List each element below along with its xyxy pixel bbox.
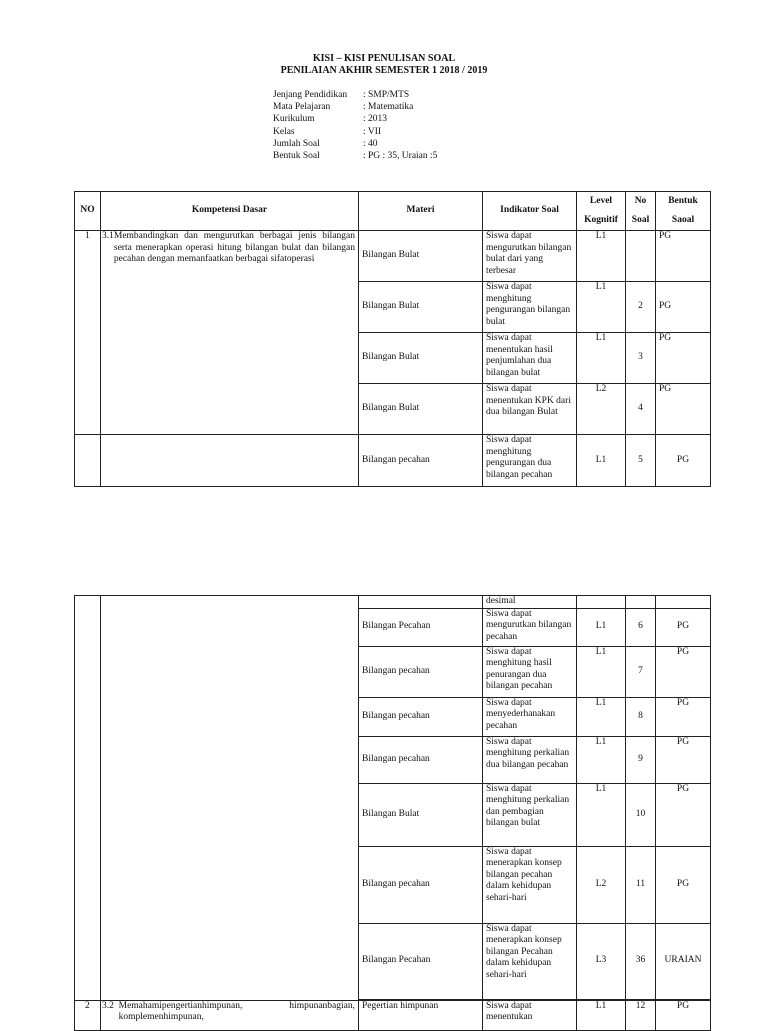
no-soal-cell: 12 xyxy=(626,1000,656,1030)
document-title: KISI – KISI PENULISAN SOAL xyxy=(312,53,456,64)
info-row-bentuk: Bentuk Soal : PG : 35, Uraian :5 xyxy=(273,150,438,161)
indikator-cell: Siswa dapat menentukan hasil penjumlahan dua bilangan bulat xyxy=(483,333,577,384)
kd-number xyxy=(75,435,101,487)
level-cell: L1 xyxy=(577,783,626,846)
bentuk-cell: PG xyxy=(656,333,711,384)
no-soal-cell: 3 xyxy=(626,333,656,384)
info-block xyxy=(273,90,437,163)
materi-cell: Bilangan Bulat xyxy=(359,384,483,435)
level-cell: L1 xyxy=(577,231,626,282)
materi-cell: Bilangan Bulat xyxy=(359,231,483,282)
bentuk-cell: PG xyxy=(656,435,711,487)
no-soal-cell: 9 xyxy=(626,736,656,783)
materi-cell: Bilangan pecahan xyxy=(359,736,483,783)
no-soal-cell: 8 xyxy=(626,697,656,736)
info-row-kelas: Kelas : VII xyxy=(273,126,382,137)
info-row-mapel: Mata Pelajaran : Matematika xyxy=(273,102,414,113)
header-kompetensi: Kompetensi Dasar xyxy=(101,192,359,231)
table-row xyxy=(75,435,711,487)
level-cell: L1 xyxy=(577,608,626,646)
kisi-table-page2 xyxy=(74,595,711,1031)
kompetensi-dasar xyxy=(101,596,359,1001)
header-no-soal: No Soal xyxy=(626,192,656,231)
header-no: NO xyxy=(75,192,101,231)
no-soal-cell xyxy=(626,596,656,609)
materi-cell: Bilangan pecahan xyxy=(359,435,483,487)
bentuk-cell: PG xyxy=(656,282,711,333)
indikator-cell: Siswa dapat menerapkan konsep bilangan pecahan dalam kehidupan sehari-hari xyxy=(483,846,577,923)
level-cell: L1 xyxy=(577,1000,626,1030)
level-cell: L1 xyxy=(577,333,626,384)
kd-code: 3.1 xyxy=(102,231,114,241)
bentuk-cell: PG xyxy=(656,1000,711,1030)
kd-code: 3.2 xyxy=(102,1000,114,1011)
kd-number xyxy=(75,596,101,1001)
info-row-jumlah: Jumlah Soal : 40 xyxy=(273,138,378,149)
indikator-cell: Siswa dapat menghitung pengurangan dua bilangan pecahan xyxy=(483,435,577,487)
bentuk-cell: PG xyxy=(656,697,711,736)
no-soal-cell: 36 xyxy=(626,923,656,999)
no-soal-cell: 4 xyxy=(626,384,656,435)
no-soal-cell: 11 xyxy=(626,846,656,923)
bentuk-cell: PG xyxy=(656,646,711,697)
bentuk-cell xyxy=(656,596,711,609)
level-cell: L2 xyxy=(577,384,626,435)
no-soal-cell: 2 xyxy=(626,282,656,333)
level-cell: L1 xyxy=(577,736,626,783)
materi-cell: Bilangan Pecahan xyxy=(359,608,483,646)
kompetensi-dasar xyxy=(101,435,359,487)
indikator-cell: Siswa dapat mengurutkan bilangan bulat dari yang terbesar xyxy=(483,231,577,282)
level-cell: L3 xyxy=(577,923,626,999)
materi-cell xyxy=(359,596,483,609)
materi-cell: Bilangan Bulat xyxy=(359,783,483,846)
level-cell: L1 xyxy=(577,282,626,333)
no-soal-cell: 10 xyxy=(626,783,656,846)
kisi-table-page1 xyxy=(74,191,711,487)
info-row-jenjang: Jenjang Pendidikan : SMP/MTS xyxy=(273,90,410,100)
bentuk-cell: PG xyxy=(656,846,711,923)
indikator-cell: desimal xyxy=(483,596,577,609)
materi-cell: Pegertian himpunan xyxy=(359,1000,483,1030)
header-level: Level Kognitif xyxy=(577,192,626,231)
materi-cell: Bilangan Bulat xyxy=(359,282,483,333)
table-header-row xyxy=(75,192,711,231)
bentuk-cell: PG xyxy=(656,736,711,783)
bentuk-cell: PG xyxy=(656,231,711,282)
header-materi: Materi xyxy=(359,192,483,231)
indikator-cell: Siswa dapat menentukan xyxy=(483,1000,577,1030)
header-bentuk: Bentuk Saoal xyxy=(656,192,711,231)
materi-cell: Bilangan pecahan xyxy=(359,697,483,736)
bentuk-cell: URAIAN xyxy=(656,923,711,999)
no-soal-cell xyxy=(626,231,656,282)
indikator-cell: Siswa dapat menentukan KPK dari dua bilangan Bulat xyxy=(483,384,577,435)
kd-text: Memahamipengertianhimpunan, himpunanbagian, komplemenhimpunan, xyxy=(118,1000,355,1023)
indikator-cell: Siswa dapat menghitung perkalian dua bilangan pecahan xyxy=(483,736,577,783)
bentuk-cell: PG xyxy=(656,384,711,435)
indikator-cell: Siswa dapat menghitung pengurangan bilangan bulat xyxy=(483,282,577,333)
indikator-cell: Siswa dapat menghitung hasil penurangan dua bilangan pecahan xyxy=(483,646,577,697)
table-row xyxy=(75,231,711,282)
level-cell: L1 xyxy=(577,646,626,697)
table-row xyxy=(75,596,711,609)
indikator-cell: Siswa dapat menerapkan konsep bilangan Pecahan dalam kehidupan sehari-hari xyxy=(483,923,577,999)
materi-cell: Bilangan Bulat xyxy=(359,333,483,384)
level-cell: L1 xyxy=(577,697,626,736)
materi-cell: Bilangan pecahan xyxy=(359,846,483,923)
document-subtitle: PENILAIAN AKHIR SEMESTER 1 2018 / 2019 xyxy=(280,65,488,76)
bentuk-cell: PG xyxy=(656,608,711,646)
indikator-cell: Siswa dapat menyederhanakan pecahan xyxy=(483,697,577,736)
materi-cell: Bilangan Pecahan xyxy=(359,923,483,999)
header-indikator: Indikator Soal xyxy=(483,192,577,231)
kompetensi-dasar xyxy=(101,1000,359,1030)
materi-cell: Bilangan pecahan xyxy=(359,646,483,697)
kompetensi-dasar xyxy=(101,231,359,435)
indikator-cell: Siswa dapat menghitung perkalian dan pembagian bilangan bulat xyxy=(483,783,577,846)
kd-text: Membandingkan dan mengurutkan berbagai jenis bilangan serta menerapkan operasi hitung bilangan bulat dan bilangan pecahan dengan memanfaatkan berbagai sifatoperasi xyxy=(113,231,355,265)
level-cell xyxy=(577,596,626,609)
level-cell: L1 xyxy=(577,435,626,487)
no-soal-cell: 7 xyxy=(626,646,656,697)
info-row-kurikulum: Kurikulum : 2013 xyxy=(273,114,388,125)
kd-number: 1 xyxy=(75,231,101,435)
bentuk-cell: PG xyxy=(656,783,711,846)
level-cell: L2 xyxy=(577,846,626,923)
table-row xyxy=(75,1000,711,1030)
indikator-cell: Siswa dapat mengurutkan bilangan pecahan xyxy=(483,608,577,646)
no-soal-cell: 5 xyxy=(626,435,656,487)
kd-number: 2 xyxy=(75,1000,101,1030)
no-soal-cell: 6 xyxy=(626,608,656,646)
